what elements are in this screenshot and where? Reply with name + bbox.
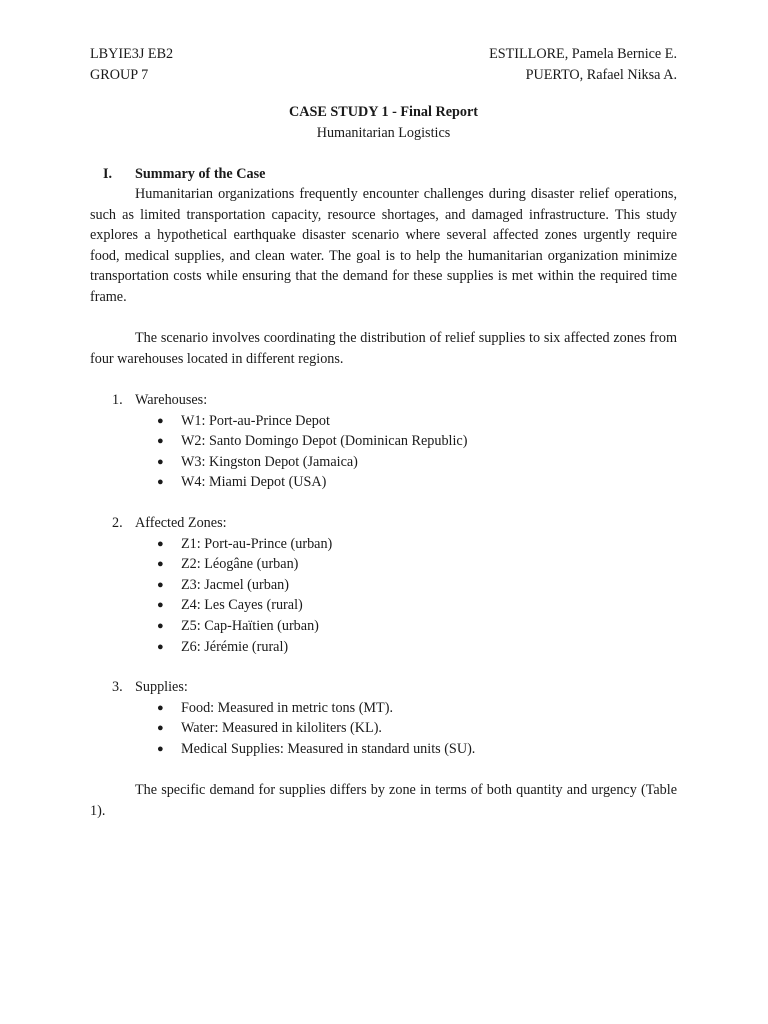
- list-item-text: W1: Port-au-Prince Depot: [181, 412, 330, 429]
- list-item: [90, 595, 677, 616]
- list-item-text: Z5: Cap-Haïtien (urban): [181, 617, 319, 634]
- section-title: Summary of the Case: [135, 166, 266, 182]
- list-supplies: [90, 677, 677, 759]
- list-title: Affected Zones:: [135, 515, 227, 531]
- list-number: 1.: [112, 392, 123, 408]
- list-item-text: Z6: Jérémie (rural): [181, 638, 289, 655]
- bullet-icon: ●: [157, 578, 164, 591]
- list-title: Supplies:: [135, 679, 188, 695]
- header-row-2: [90, 65, 677, 86]
- course-code: LBYIE3J EB2: [90, 46, 174, 62]
- list-heading: [90, 390, 677, 411]
- header-row-1: [90, 44, 677, 65]
- group-label: GROUP 7: [90, 67, 149, 83]
- list-heading: [90, 513, 677, 534]
- list-item: [90, 431, 677, 452]
- list-heading: [90, 677, 677, 698]
- list-item: [90, 718, 677, 739]
- list-title: Warehouses:: [135, 392, 208, 408]
- bullet-icon: ●: [157, 455, 164, 468]
- bullet-icon: ●: [157, 722, 164, 735]
- list-item-text: Water: Measured in kiloliters (KL).: [181, 720, 382, 737]
- paragraph-scenario: The scenario involves coordinating the distribution of relief supplies to six affected zones from four warehouses located in different regions.: [90, 330, 677, 367]
- bullet-icon: ●: [157, 558, 164, 571]
- list-item: [90, 452, 677, 473]
- bullet-icon: ●: [157, 742, 164, 755]
- bullet-icon: ●: [157, 414, 164, 427]
- list-item-text: Food: Measured in metric tons (MT).: [181, 699, 393, 716]
- document-subtitle: Humanitarian Logistics: [316, 125, 451, 141]
- document-title: CASE STUDY 1 - Final Report: [288, 104, 479, 120]
- list-item: [90, 637, 677, 658]
- list-affected-zones: [90, 513, 677, 657]
- author-2: PUERTO, Rafael Niksa A.: [525, 67, 677, 83]
- section-number: I.: [103, 166, 113, 182]
- bullet-icon: ●: [157, 476, 164, 489]
- list-item: [90, 616, 677, 637]
- bullet-icon: ●: [157, 537, 164, 550]
- list-item-text: W3: Kingston Depot (Jamaica): [181, 453, 358, 470]
- list-number: 3.: [112, 679, 123, 695]
- list-item: [90, 472, 677, 493]
- list-item-text: Z4: Les Cayes (rural): [181, 597, 303, 614]
- list-item-text: Z3: Jacmel (urban): [181, 576, 289, 593]
- list-number: 2.: [112, 515, 123, 531]
- list-item: [90, 554, 677, 575]
- paragraph-summary: Humanitarian organizations frequently encounter challenges during disaster relief operations, such as limited transportation capacity, resource shortages, and damaged infrastructure. This study explores a hypothetical earthquake disaster scenario where several affected zones urgently require food, medical supplies, and clean water. The goal is to help the humanitarian organization minimize transportation costs while ensuring that the demand for these supplies is met within the required time frame.: [90, 186, 677, 305]
- list-item-text: Medical Supplies: Measured in standard units (SU).: [181, 740, 476, 757]
- list-item: [90, 698, 677, 719]
- paragraph-demand: The specific demand for supplies differs by zone in terms of both quantity and urgency (Table 1).: [90, 782, 677, 819]
- bullet-icon: ●: [157, 435, 164, 448]
- bullet-icon: ●: [157, 599, 164, 612]
- list-item: [90, 739, 677, 760]
- list-item-text: Z1: Port-au-Prince (urban): [181, 535, 333, 552]
- bullet-icon: ●: [157, 619, 164, 632]
- author-1: ESTILLORE, Pamela Bernice E.: [489, 46, 677, 62]
- bullet-icon: ●: [157, 701, 164, 714]
- list-warehouses: [90, 390, 677, 493]
- list-item-text: W2: Santo Domingo Depot (Dominican Republic): [181, 433, 468, 450]
- list-item: [90, 575, 677, 596]
- bullet-icon: ●: [157, 640, 164, 653]
- list-item-text: Z2: Léogâne (urban): [181, 556, 299, 573]
- list-item: [90, 534, 677, 555]
- list-item: [90, 411, 677, 432]
- list-item-text: W4: Miami Depot (USA): [181, 474, 327, 491]
